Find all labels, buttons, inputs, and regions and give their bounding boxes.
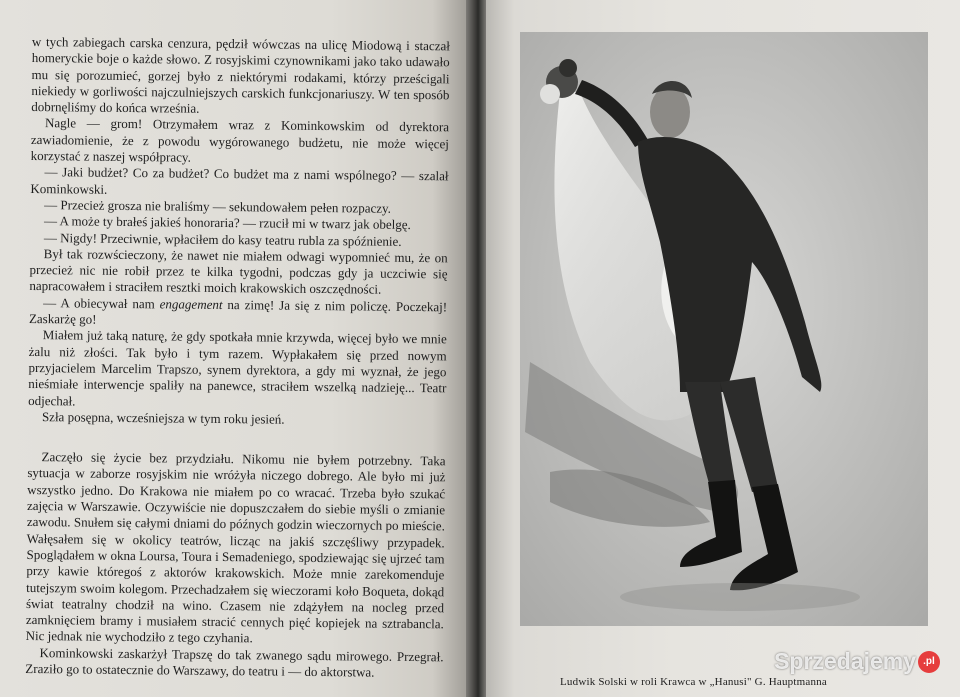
text-run: — A obiecywał nam — [43, 294, 160, 312]
watermark-badge: .pl — [918, 651, 940, 673]
paragraph: — Przecież grosza nie braliśmy — sekundowałem pełen rozpaczy. — [44, 197, 392, 216]
photo-caption: Ludwik Solski w roli Krawca w „Hanusi" G. Hauptmanna — [560, 676, 827, 688]
left-page — [0, 0, 470, 697]
paragraph: Był tak rozwścieczony, że nawet nie miałem odwagi wypomnieć mu, że on przecież nic nie robił przez te kilka tygodni, podczas gdy ja uczciwie się napracowałem i straciłem resztki moich krakowskich oszczędności. — [29, 245, 448, 298]
paragraph: Zaczęło się życie bez przydziału. Nikomu nie byłem potrzebny. Taka sytuacja w zaborze rosyjskim nie wróżyła niczego dobrego. Ale było mi już wszystko jedno. Do Krakowa nie miałem po co wracać. Trzeba było szukać zajęcia w Warszawie. Oczywiście nie dopuszczałem do siebie myśli o zmianie zawodu. Snułem się całymi dniami do późnych godzin wieczornych po mieście. Wałęsałem się w okolicy teatrów, licząc na jakiś szczęśliwy przypadek. Spoglądałem w okna Loursa, Toura i Semadeniego, spodziewając się ujrzeć tam przy kawie któregoś z aktorów krakowskich. Może mnie zarekomenduje tutejszym swoim kolegom. Przechadzałem się wieczorami koło Boqueta, dokąd świat teatralny chodził na wino. Czasem nie zdążyłem na nocleg przed zamknięciem bramy i musiałem stracić cennych pięć kopiejek na sztrabancla. Nic jednak nie wychodziło z tego czyhania. — [25, 449, 446, 646]
text-run: na zimę! Ja się z nim policzę. Poczekaj! Zaskarżę go! — [28, 296, 448, 327]
actor-photograph — [520, 32, 928, 626]
paragraph: — A może ty brałeś jakieś honoraria? — rzucił mi w twarz jak obelgę. — [43, 213, 411, 233]
paragraph: Kominkowski zaskarżył Trapszę do tak zwanego sądu mirowego. Przegrał. Zraziło go to ostatecznie do Warszawy, do teatru i — do aktorstwa. — [25, 644, 444, 680]
paragraph: Miałem już taką naturę, że gdy spotkała mnie krzywda, więcej było we mnie żalu niż złości. Tak było i tym razem. Wypłakałem się przed nowym przyjacielem Marcelim Trapszo, synem dyrektora, a gdy mi wyznał, że jego nieśmiałe interwencje spaliły na panewce, straciłem wszelką nadzieję... Teatr odjechał. — [28, 327, 447, 409]
book-gutter — [466, 0, 488, 697]
paragraph — [29, 295, 447, 332]
paragraph: — Nigdy! Przeciwnie, wpłaciłem do kasy teatru rubla za spóźnienie. — [43, 229, 402, 249]
italic-word: engagement — [159, 296, 223, 312]
site-watermark — [774, 648, 940, 675]
photo-illustration — [520, 32, 928, 626]
paragraph: Nagle — grom! Otrzymałem wraz z Kominkowskim od dyrektora zawiadomienie, że z powodu wygórowanego budżetu, nie może więcej korzystać z naszej współpracy. — [30, 115, 450, 165]
right-page — [486, 0, 960, 697]
watermark-text: Sprzedajemy — [774, 648, 916, 674]
paragraph: — Jaki budżet? Co za budżet? Co budżet ma z nami wspólnego? — szalał Kominkowski. — [30, 164, 449, 197]
paragraph: Szła posępna, wcześniejsza w tym roku jesień. — [41, 408, 285, 427]
page-text — [25, 34, 450, 682]
paragraph: w tych zabiegach carska cenzura, pędził wówczas na ulicę Miodową i staczał homeryckie boje o każde słowo. Z rosyjskimi czynownikami jako tako udawało mu się porozumieć, gorzej było z niektórymi rodakami, którzy prześcigali niekiedy w gorliwości najczulniejszych carskich funkcjonariuszy. W ten sposób dobrnęliśmy do końca września. — [31, 34, 450, 116]
